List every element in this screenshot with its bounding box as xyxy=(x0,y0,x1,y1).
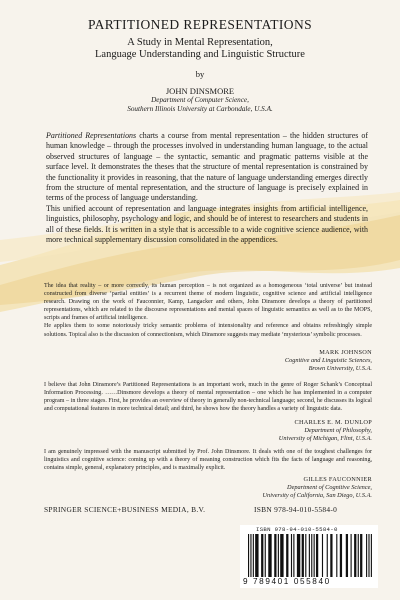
barcode-bar xyxy=(346,534,348,577)
reviewer-institution: University of Michigan, Flint, U.S.A. xyxy=(278,435,372,443)
barcode-panel xyxy=(240,525,378,588)
barcode-bar xyxy=(278,534,279,577)
description-paragraph-2: This unified account of representation and language integrates insights from artificial intelligence, linguistics, philosophy, psychology and logic, and should be of interest to researchers and students in all of these fields. It is written in a style that is accessible to a wide cognitive science audience, with more technical supplementary discussion consolidated in the appendices. xyxy=(46,203,368,245)
barcode-bar xyxy=(336,534,337,577)
description-book-title: Partitioned Representations xyxy=(46,131,137,140)
reviewer-department: Department of Philosophy, xyxy=(304,427,372,435)
barcode-bar xyxy=(274,534,276,577)
review-fauconnier-paragraph-1: I am genuinely impressed with the manuscript submitted by Prof. John Dinsmore. It deals with one of the toughest challenges for linguistics and cognitive science: coming up with a theory of meaning construction which fits the facts of language and reasoning, contains simple, general, explanatory principles, and is maximally explicit. xyxy=(44,449,372,472)
barcode-bar xyxy=(330,534,332,577)
barcode-bar xyxy=(302,534,304,577)
description-paragraph-1 xyxy=(46,131,368,204)
review-johnson-paragraph-1: The idea that reality – or more correctly, its human perception – is not organized as a homogeneous ‘total universe’ but instead constructed from diverse ‘partial entities’ is a recurrent theme of modern linguistic, cognitive science and artificial intelligence research. Drawing on the work of Fauconnier, Kamp, Langacker and others, John Dinsmore develops a theory of partitioned representations, which are related to the discourse representations and mental spaces of linguistic semantics as well as to the MOPS, scripts and frames of artificial intelligence. xyxy=(44,283,372,322)
review-johnson-paragraph-2: He applies them to some notoriously tricky semantic problems of intensionality and reference and obtains refreshingly simple solutions. Topical also is the discussion of connectionism, which Dinsmore suggests may mediate ‘mysterious’ symbolic processes. xyxy=(44,323,372,338)
barcode-digits: 9 789401 055840 xyxy=(243,577,331,586)
reviewer-institution: Brown University, U.S.A. xyxy=(308,365,372,373)
barcode-bar xyxy=(316,534,318,577)
author-name: JOHN DINSMORE xyxy=(165,86,235,96)
by-label: by xyxy=(195,69,205,79)
author-department: Department of Computer Science, xyxy=(151,96,249,104)
barcode-bar xyxy=(250,534,251,577)
barcode-bar xyxy=(261,534,263,577)
book-title: PARTITIONED REPRESENTATIONS xyxy=(87,17,313,32)
subtitle-line-2: Language Understanding and Linguistic Structure xyxy=(95,49,305,60)
barcode-bar xyxy=(358,534,359,577)
author-block xyxy=(0,86,400,114)
barcode-bar xyxy=(360,534,362,577)
barcode-bar xyxy=(297,534,300,577)
book-subtitle xyxy=(0,37,400,61)
barcode-bar xyxy=(253,534,254,577)
barcode-bar xyxy=(280,534,283,577)
barcode-bar xyxy=(309,534,310,577)
reviewer-name: MARK JOHNSON xyxy=(319,349,372,356)
book-description xyxy=(46,131,368,245)
barcode-bar xyxy=(322,534,323,577)
barcode-bar xyxy=(265,534,266,577)
author-university: Southern Illinois University at Carbondale, U.S.A. xyxy=(127,105,273,113)
subtitle-line-1: A Study in Mental Representation, xyxy=(127,37,273,48)
review-dunlop-paragraph-1: I believe that John Dinsmore’s Partitioned Representations is an important work, much in the genre of Roger Schank’s Conceptual Information Processing. ……Dinsmore develops a theory of mental representation – one which he has implemented in a computer program – in three stages. First, he provides an overview of theory in generally non-technical language; second, he discusses its logical and computational features in more technical detail; and third, he shows how the theory handles a variety of linguistic data. xyxy=(44,382,372,413)
review-johnson xyxy=(44,282,372,339)
barcode-bar xyxy=(327,534,328,577)
reviewer-name: GILLES FAUCONNIER xyxy=(303,476,372,483)
barcode-bar xyxy=(291,534,292,577)
barcode-bar xyxy=(368,534,369,577)
barcode-bar xyxy=(351,534,352,577)
barcode-bar xyxy=(268,534,271,577)
barcode-bar xyxy=(255,534,258,577)
barcode-bar xyxy=(248,534,249,577)
reviewer-name: CHARLES E. M. DUNLOP xyxy=(294,419,372,426)
barcode-isbn: ISBN 978-94-010-5584-0 xyxy=(256,526,338,533)
barcode-bar xyxy=(314,534,315,577)
review-dunlop xyxy=(44,381,372,413)
review-fauconnier xyxy=(44,448,372,472)
barcode-bar xyxy=(371,534,372,577)
barcode-bar xyxy=(354,534,356,577)
barcode-bars xyxy=(248,534,372,577)
reviewer-institution: University of California, San Diego, U.S.A. xyxy=(262,492,372,500)
barcode-bar xyxy=(286,534,288,577)
barcode-bar xyxy=(311,534,312,577)
barcode-bar xyxy=(293,534,294,577)
isbn-label: ISBN 978-94-010-5584-0 xyxy=(254,505,338,514)
barcode-bar xyxy=(305,534,306,577)
publisher-name: SPRINGER SCIENCE+BUSINESS MEDIA, B.V. xyxy=(44,505,206,514)
reviewer-department: Cognitive and Linguistic Sciences, xyxy=(284,357,372,365)
barcode-bar xyxy=(366,534,367,577)
review-johnson-attribution xyxy=(285,349,372,374)
barcode-bar xyxy=(340,534,342,577)
review-fauconnier-attribution xyxy=(263,476,373,501)
reviewer-department: Department of Cognitive Science, xyxy=(287,484,372,492)
description-paragraph-1-text: charts a course from mental representation – the hidden structures of human knowledge – through the processes involved in understanding human language, to the actual observed structures of language – the syntactic, semantic and pragmatic patterns visible at the surface level. It demonstrates the theses that the structure of mental representation is constrained by the functionality it provides in reasoning, that the nature of language understanding emerges directly from the structure of mental representation, and the structure of language is precisely explained in terms of the process of language understanding. xyxy=(46,131,369,203)
review-dunlop-attribution xyxy=(279,419,372,444)
